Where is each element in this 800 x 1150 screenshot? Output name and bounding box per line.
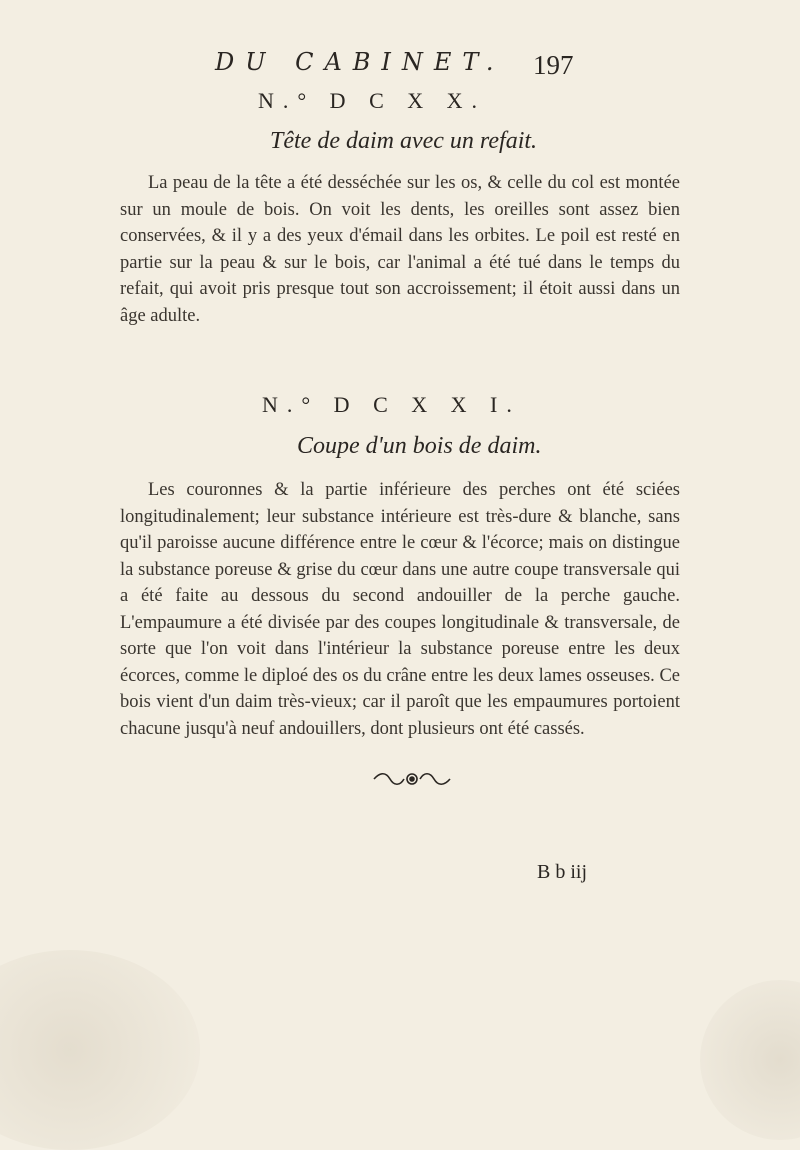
section-number: N.° D C X X.: [258, 88, 487, 113]
paper-stain: [0, 950, 200, 1150]
section-title: Tête de daim avec un refait.: [270, 128, 538, 154]
section-paragraph: La peau de la tête a été desséchée sur les os, & celle du col est montée sur un moule de bois. On voit les dents, les oreilles sont assez bien conservées, & il y a des yeux d'émail dans les orbites. Le poil est resté en partie sur la peau & sur le bois, car l'animal a été tué dans le temps du refait, qui avoit pris presque tout son accroissement; il étoit aussi dans un âge adulte.: [120, 173, 680, 326]
running-title: DU CABINET.: [215, 48, 505, 76]
section-paragraph: Les couronnes & la partie inférieure des perches ont été sciées longitudinalement; leur substance intérieure est très-dure & blanche, sans qu'il paroisse aucune différence entre le cœur & l'écorce; mais on distingue la substance poreuse & grise du cœur dans une autre coupe transversale qui a été faite au dessous du second andouiller de la perche gauche. L'empaumure a été divisée par des coupes longitudinale & transversale, de sorte que l'on voit dans l'intérieur la substance poreuse entre les deux écorces, comme le diploé des os du crâne entre les deux lames osseuses. Ce bois vient d'un daim très-vieux; car il paroît que les empaumures portoient chacune jusqu'à neuf andouillers, dont plusieurs ont été cassés.: [120, 480, 680, 739]
running-head: [0, 48, 800, 88]
page-number: 197: [533, 50, 574, 80]
paper-stain: [700, 980, 800, 1140]
printer-ornament: [372, 770, 452, 788]
section-title: Coupe d'un bois de daim.: [297, 433, 542, 459]
section-number: N.° D C X X I.: [262, 392, 521, 417]
signature-mark: B b iij: [537, 861, 588, 883]
